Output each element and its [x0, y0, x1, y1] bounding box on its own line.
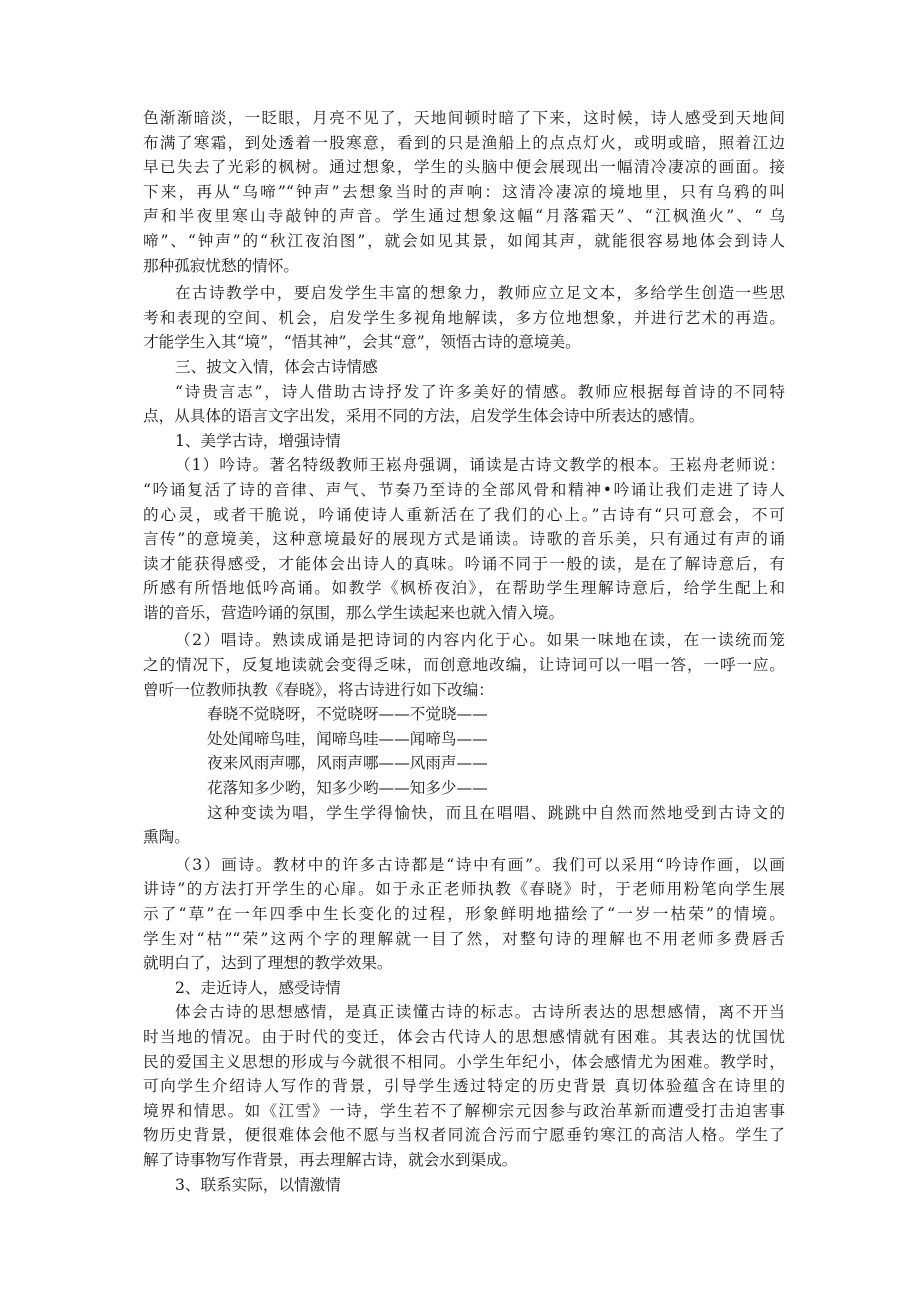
text-line: 早已失去了光彩的枫树。通过想象，学生的头脑中便会展现出一幅清冷凄凉的画面。接: [143, 158, 785, 177]
text-line: 民的爱国主义思想的形成与今就很不相同。小学生年纪小，体会感情尤为困难。教学时，: [143, 1052, 785, 1071]
text-line: 那种孤寂忧愁的情怀。: [143, 256, 299, 275]
text-line: 啼”、“钟声”的“秋江夜泊图”，就会如见其景，如闻其声，就能很容易地体会到诗人: [143, 231, 785, 250]
text-line: 之的情况下，反复地读就会变得乏味，而创意地改编，让诗词可以一唱一答，一呼一应。: [143, 656, 785, 675]
paragraph-imagination: [143, 281, 785, 355]
document-page: [143, 106, 785, 1197]
section-heading: 三、披文入情，体会古诗情感: [175, 357, 378, 376]
text-line: “吟诵复活了诗的音律、声气、节奏乃至诗的全部风骨和精神•吟诵让我们走进了诗人: [143, 480, 785, 499]
text-line: 体会古诗的思想感情，是真正读懂古诗的标志。古诗所表达的思想感情，离不开当: [175, 1003, 785, 1022]
text-line: 声和半夜里寒山寺敲钟的声音。学生通过想象这幅“月落霜天”、“江枫渔火”、“ 乌: [143, 207, 785, 226]
text-line: 示了“草”在一年四季中生长变化的过程，形象鲜明地描绘了“一岁一枯荣”的情境。: [143, 905, 785, 923]
text-line: 的心灵，或者干脆说，吟诵使诗人重新活在了我们的心上。”古诗有“只可意会，不可: [143, 505, 785, 524]
poem-line: 春晓不觉晓呀，不觉晓呀——不觉晓——: [207, 705, 488, 724]
text-line: 才能学生入其“境”，“悟其神”，会其“意”，领悟古诗的意境美。: [143, 333, 581, 352]
text-line: 时当地的情况。由于时代的变迁，体会古代诗人的思想感情就有困难。其表达的忧国忧: [143, 1027, 785, 1046]
text-line: 谐的音乐，营造吟诵的氛围，那么学生读起来也就入情入境。: [143, 603, 565, 622]
adapted-poem-block: [143, 702, 785, 800]
text-line: 这种变读为唱，学生学得愉快，而且在唱唱、跳跳中自然而然地受到古诗文的: [207, 803, 785, 822]
subsection-heading: 2、走近诗人，感受诗情: [175, 978, 341, 997]
text-line: 可向学生介绍诗人写作的背景，引导学生透过特定的历史背景 真切体验蕴含在诗里的: [143, 1077, 785, 1096]
subsection-heading: 1、美学古诗，增强诗情: [175, 431, 341, 450]
text-line: 熏陶。: [143, 828, 190, 847]
text-line: 考和表现的空间、机会，启发学生多视角地解读，多方位地想象，并进行艺术的再造。: [143, 308, 785, 327]
text-line: 学生对“枯”“荣”这两个字的理解就一目了然，对整句诗的理解也不用老师多费唇舌: [143, 929, 785, 948]
poem-line: 处处闻啼鸟哇，闻啼鸟哇——闻啼鸟——: [207, 729, 488, 748]
paragraph-sing-result: [143, 801, 785, 850]
text-line: 言传”的意境美，这种意境最好的展现方式是诵读。诗歌的音乐美，只有通过有声的诵: [143, 530, 785, 549]
paragraph-poet-background: [143, 1000, 785, 1172]
text-line: 就明白了，达到了理想的教学效果。: [143, 954, 393, 973]
text-line: 物历史背景，便很难体会他不愿与当权者同流合污而宁愿垂钓寒江的高洁人格。学生了: [143, 1126, 785, 1145]
text-line: “诗贵言志”，诗人借助古诗抒发了许多美好的情感。教师应根据每首诗的不同特: [175, 382, 785, 401]
text-line: 色渐渐暗淡，一眨眼，月亮不见了，天地间顿时暗了下来，这时候，诗人感受到天地间: [143, 109, 785, 127]
subsection-heading: 3、联系实际，以情激情: [175, 1175, 341, 1194]
text-line: 所感有所悟地低吟高诵。如教学《枫桥夜泊》，在帮助学生理解诗意后，给学生配上和: [143, 579, 785, 598]
paragraph-poetry-emotion: [143, 380, 785, 429]
paragraph-sing-poem: [143, 628, 785, 702]
poem-line: 花落知多少哟，知多少哟——知多少——: [207, 779, 488, 798]
text-line: 讲诗”的方法打开学生的心扉。如于永正老师执教《春晓》时，于老师用粉笔向学生展: [143, 880, 785, 899]
text-line: 下来，再从“乌啼”“钟声”去想象当时的声响：这清冷凄凉的境地里，只有乌鸦的叫: [143, 182, 785, 201]
text-line: （1）吟诗。著名特级教师王崧舟强调，诵读是古诗文教学的根本。王崧舟老师说：: [175, 456, 785, 475]
paragraph-moon-imagery: [143, 106, 785, 278]
text-line: 曾听一位教师执教《春晓》，将古诗进行如下改编：: [143, 680, 494, 699]
poem-line: 夜来风雨声哪，风雨声哪——风雨声——: [207, 754, 488, 773]
text-line: 布满了寒霜，到处透着一股寒意，看到的只是渔船上的点点灯火，或明或暗，照着江边: [143, 133, 785, 152]
text-line: （2）唱诗。熟读成诵是把诗词的内容内化于心。如果一味地在读，在一读统而笼: [175, 631, 785, 650]
text-line: 解了诗事物写作背景，再去理解古诗，就会水到渠成。: [143, 1150, 518, 1169]
text-line: 读才能获得感受，才能体会出诗人的真味。吟诵不同于一般的读，是在了解诗意后，有: [143, 554, 785, 573]
text-line: 境界和情思。如《江雪》一诗，学生若不了解柳宗元因参与政治革新而遭受打击迫害事: [143, 1101, 785, 1120]
paragraph-draw-poem: [143, 853, 785, 976]
text-line: （3）画诗。教材中的许多古诗都是“诗中有画”。我们可以采用“吟诗作画，以画: [175, 855, 785, 874]
text-line: 在古诗教学中，要启发学生丰富的想象力，教师应立足文本，多给学生创造一些思: [175, 284, 785, 303]
paragraph-recite-poem: [143, 453, 785, 625]
text-line: 点，从具体的语言文字出发，采用不同的方法，启发学生体会诗中所表达的感情。: [143, 407, 705, 426]
